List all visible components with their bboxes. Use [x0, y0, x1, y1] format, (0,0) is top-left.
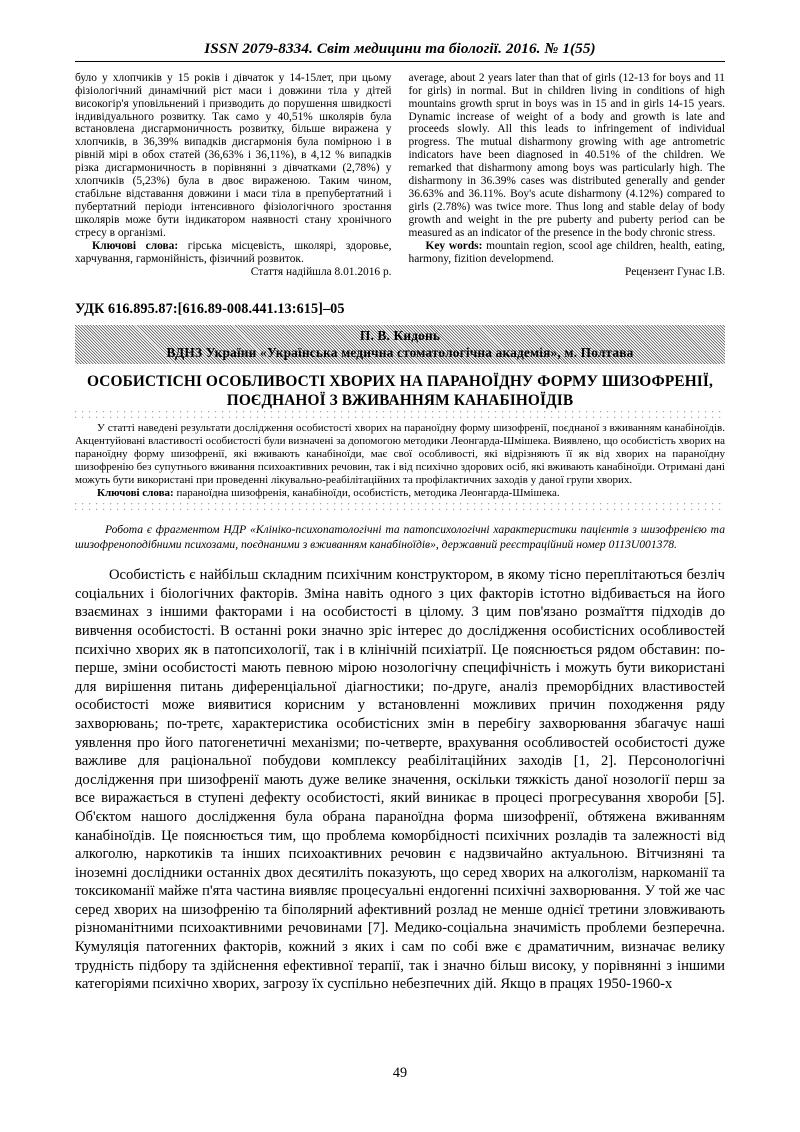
left-received-date: Стаття надійшла 8.01.2016 р. [250, 265, 392, 278]
ndr-funding-note: Робота є фрагментом НДР «Клініко-психопатологічні та патопсихологічні характеристики пацієнтів з шизофренією та шизофреноподібними психозами, поєднаними з вживанням канабіноїдів», державний реєстраційний номер 0113U001378. [75, 523, 725, 552]
udc-code: УДК 616.895.87:[616.89-008.441.13:615]–05 [75, 300, 345, 317]
left-keywords-label: Ключові слова: [92, 239, 179, 252]
page-number: 49 [392, 1065, 408, 1081]
author-affiliation-band [75, 325, 725, 364]
right-reviewer: Рецензент Гунас І.В. [625, 265, 725, 278]
running-head [75, 0, 725, 61]
author-affiliation: ВДНЗ України «Українська медична стоматологічна академія», м. Полтава [166, 344, 634, 360]
article-body-text: Особистість є найбільш складним психічним конструктором, в якому тісно переплітаються безліч соціальних і біологічних факторів. Зміна навіть одного з цих факторів істотно відбивається на його взаєминах з іншими факторами і на особистості в цілому. З цим пов'язано розмаїття підходів до вивчення особистості. В останні роки значно зріс інтерес до дослідження особистісних особливостей психічно хворих як в патопсихології, так і в клінічній психіатрії. Це пояснюється рядом обставин: по-перше, зміни особистості мають певною мірою нозологічну специфічність і можуть бути використані для вирішення питань диференціальної діагностики; по-друге, аналіз преморбідних властивостей особистості може виявитися корисним у встановленні можливих причин походження ряду захворювань; по-третє, характеристика особистісних змін в перебігу захворювання збагачує наші уявлення про його патогенетичні механізми; по-четверте, врахування особливостей особистості дуже важливе для раціональної побудови комплексу реабілітаційних заходів [1, 2]. Персонологічні дослідження при шизофренії мають дуже велике значення, оскільки тяжкість даної нозології перш за все виражається в ступені дефекту особистості, який виникає в процесі прогресування хвороби [5]. Об'єктом нашого дослідження була обрана параноїдна форма шизофренії, обтяжена вживанням канабіноїдів. Це пояснюється тим, що проблема коморбідності психічних розладів та залежності від алкоголю, наркотиків та інших психоактивних речовин є надзвичайно актуальною. Вітчизняні та іноземні дослідники останніх двох десятиліть показують, що серед хворих на алкоголізм, наркоманії та токсикоманії майже п'ята частина виявляє процесуальні ендогенні психічні захворювання. У той же час серед хворих на шизофренію та біполярний афективний розлад не менше однієї третини зловживають різноманітними психоактивними речовинами [7]. Медико-соціальна значимість проблеми безперечна. Кумуляція патогенних факторів, кожний з яких і сам по собі вже є драматичним, визначає велику трудність підбору та здійснення ефективної терапії, так і значно більш високу, у порівнянні з іншими категоріями психічно хворих, загрозу їх суспільно небезпечних дій. Якщо в працях 1950-1960-х [75, 567, 725, 993]
running-head-text: ISSN 2079-8334. Світ медицини та біології. 2016. № 1(55) [204, 40, 596, 57]
left-abstract-body: було у хлопчиків у 15 років і дівчаток у 14-15лет, при цьому фізіологічний динамічний ріст маси і довжини тіла у дітей високогір'я уповільнений і призводить до порушення швидкості індивідуального розвитку. Так само у 40,51% школярів була встановлена дисгармоничность розвитку, більше виражена у хлопчиків, в 36,39% випадків дисгармонія була помірною і в рівній мірі в обох статей (36,63% і 36,11%), в 4,12 % випадків різка дисгармоничность в порівнянні з дівчатками (2,78%) у хлопчиків (5,23%) була в двоє вираженою. Таким чином, стабільне відставання довжини і маси тіла в препубертатний і пубертатний періоди інтенсивного фізіологічного зростання школярів може бути індикатором наявності стану хронічного стресу в організмі. [75, 71, 392, 239]
left-keywords-text: гірська місцевість, школярі, здоровье, харчування, гармонійність, фізичний розвиток. [75, 239, 392, 265]
article-title-line-1: ОСОБИСТІСНІ ОСОБЛИВОСТІ ХВОРИХ НА ПАРАНОЇДНУ ФОРМУ ШИЗОФРЕНІЇ, [87, 373, 713, 391]
right-abstract-body: average, about 2 years later than that of girls (12-13 for boys and 11 for girls) in normal. But in children living in conditions of high mountains growth sprut in boys was in 15 and in girls 14-15 years. Dynamic increase of weight of a body and growth is late and proceeds slowly. All this leads to infringement of individual progress. The mutual disharmony growing with age antrometric indicators have been diagnosed in 40.51% of the children. We remarked that disharmony among boys was particularly high. The disharmony in 36.39% cases was distributed generally and gender 36.63% and 36.11%. Boy's acute disharmony (4.12%) compared to girls (2.78%) was twice more. Thus long and stable delay of body growth and weight in the pre puberty and puberty period can be measured as an indicator of the presence in the body chronic stress. [408, 71, 725, 239]
abstract-keywords-label: Ключові слова: [97, 486, 174, 499]
abstract-bottom-zigzag-rule [75, 503, 725, 510]
right-keywords [409, 240, 726, 266]
abstract-column-left [75, 72, 392, 279]
article-abstract [75, 418, 725, 503]
abstract-column-right [409, 72, 726, 279]
author-name: П. В. Кидонь [359, 327, 441, 343]
left-keywords [75, 240, 392, 266]
abstract-body: У статті наведені результати дослідження особистості хворих на параноїдну форму шизофренії, поєднаної з вживанням канабіноїдів. Акцентуйовані властивості особистості були визначені за допомогою методики Леонгарда-Шмішека. Виявлено, що особистість хворих на параноїдну форму шизофренії, які вживають канабіноїди, має свої особливості, які відрізняють її як від хворих на параноїдну шизофренію без супутнього вживання психоактивних речовин, так і від психічно здорових осіб, які вживають канабіноїди. Отримані дані можуть бути використані при проведенні лікувально-реабілітаційних та профілактичних заходів у даної групи хворих. [75, 421, 725, 486]
abstract-columns [75, 72, 725, 279]
abstract-top-zigzag-rule [75, 411, 725, 418]
abstract-keywords [75, 487, 725, 500]
article-title-line-2: ПОЄДНАНОЇ З ВЖИВАННЯМ КАНАБІНОЇДІВ [226, 391, 574, 409]
header-rule [75, 61, 725, 62]
article-title [75, 373, 725, 411]
right-keywords-label: Key words: [425, 239, 483, 252]
right-keywords-text: mountain region, scool age children, health, eating, harmony, fizition developmend. [408, 239, 725, 265]
abstract-keywords-text: параноїдна шизофренія, канабіноїди, особистість, методика Леонгарда-Шмішека. [173, 486, 560, 499]
